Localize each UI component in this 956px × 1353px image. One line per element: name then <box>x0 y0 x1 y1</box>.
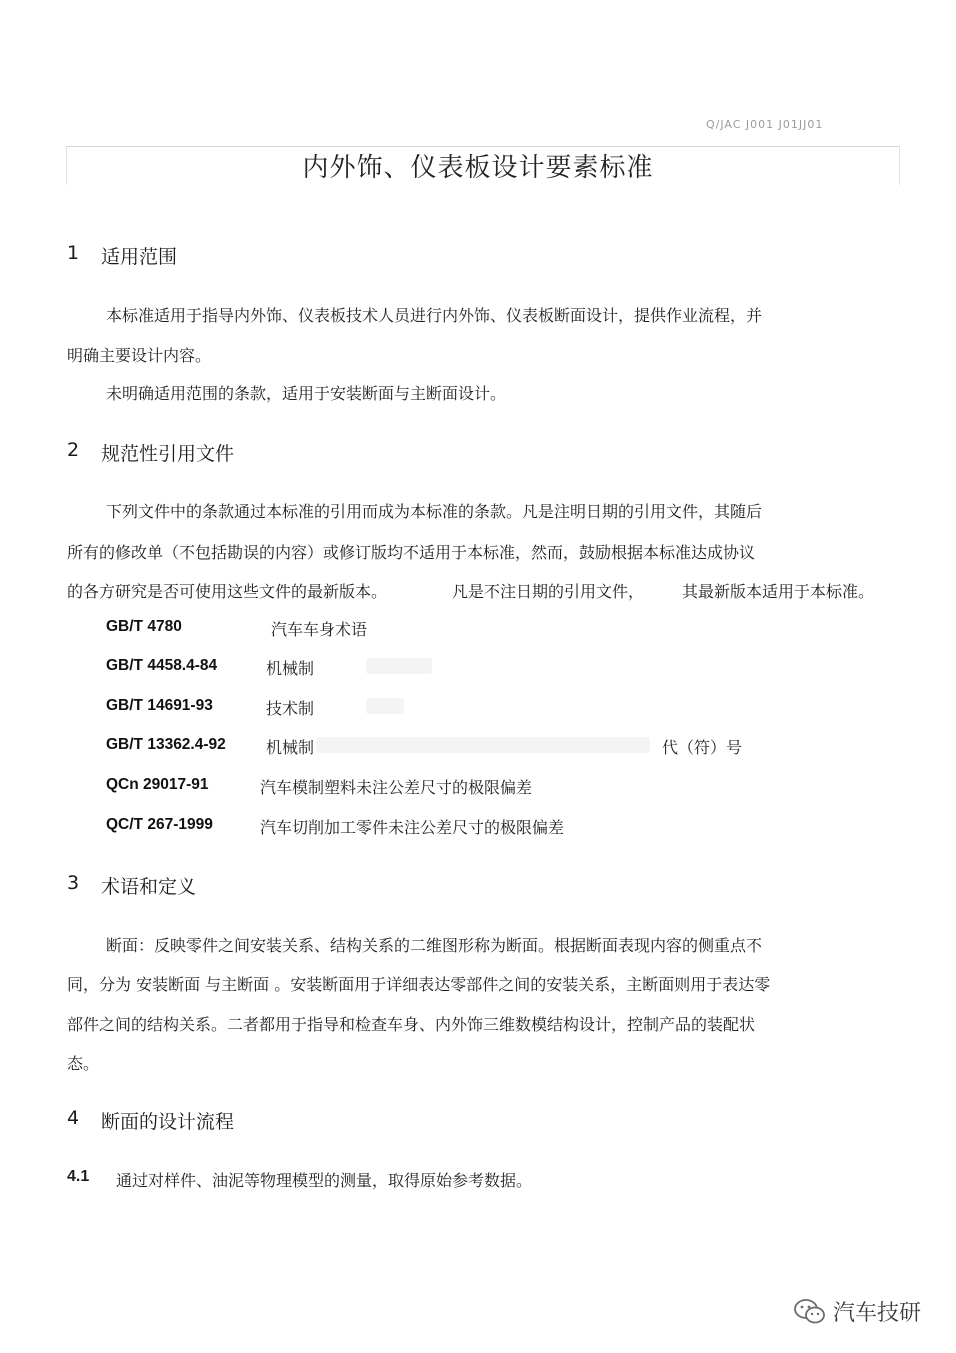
watermark-text: 汽车技研 <box>833 1301 922 1326</box>
ref-code: GB/T 4458.4-84 <box>106 657 218 674</box>
faded-text-smudge <box>366 658 432 674</box>
section-4-title: 断面的设计流程 <box>101 1111 235 1133</box>
section-2-line-3b: 凡是不注日期的引用文件， <box>452 582 645 601</box>
section-2-line-2: 所有的修改单（不包括勘误的内容）或修订版均不适用于本标准，然而，鼓励根据本标准达成协议 <box>67 543 756 562</box>
section-2-line-3: 的各方研究是否可使用这些文件的最新版本。 <box>67 582 388 601</box>
section-1-line-1: 本标准适用于指导内外饰、仪表板技术人员进行内外饰、仪表板断面设计，提供作业流程，并 <box>106 306 763 325</box>
ref-name: 汽车模制塑料未注公差尺寸的极限偏差 <box>260 778 533 797</box>
wechat-icon <box>793 1298 827 1330</box>
section-2-line-1: 下列文件中的条款通过本标准的引用而成为本标准的条款。凡是注明日期的引用文件，其随后 <box>106 502 763 521</box>
ref-name: 机械制 <box>266 659 315 678</box>
subsection-4-1-text: 通过对样件、油泥等物理模型的测量，取得原始参考数据。 <box>116 1171 533 1190</box>
ref-name: 汽车切削加工零件未注公差尺寸的极限偏差 <box>260 818 565 837</box>
ref-name: 汽车车身术语 <box>271 620 368 639</box>
document-code: Q/JAC J001 J01JJ01 <box>706 118 824 131</box>
section-3-title: 术语和定义 <box>101 876 197 898</box>
section-3-number: 3 <box>67 872 80 894</box>
ref-name-tail: 代（符）号 <box>662 738 743 757</box>
section-3-line-4: 态。 <box>67 1054 100 1073</box>
section-1-title: 适用范围 <box>101 246 178 268</box>
section-1-line-2: 明确主要设计内容。 <box>67 346 212 365</box>
section-3-line-3: 部件之间的结构关系。二者都用于指导和检查车身、内外饰三维数模结构设计，控制产品的装配状 <box>67 1015 756 1034</box>
ref-code: QC/T 267-1999 <box>106 816 213 833</box>
section-4-number: 4 <box>67 1107 80 1129</box>
section-2-title: 规范性引用文件 <box>101 443 235 465</box>
subsection-4-1-number: 4.1 <box>67 1168 90 1185</box>
section-3-line-2: 同，分为 安装断面 与主断面 。安装断面用于详细表达零部件之间的安装关系，主断面则用于表达零 <box>67 975 771 994</box>
faded-text-smudge <box>316 737 650 753</box>
ref-code: GB/T 14691-93 <box>106 697 213 714</box>
ref-name: 机械制 <box>266 738 315 757</box>
ref-code: GB/T 4780 <box>106 618 182 635</box>
faded-text-smudge <box>366 698 404 714</box>
ref-code: QCn 29017-91 <box>106 776 209 793</box>
ref-code: GB/T 13362.4-92 <box>106 736 226 753</box>
section-3-line-1: 断面：反映零件之间安装关系、结构关系的二维图形称为断面。根据断面表现内容的侧重点不 <box>106 936 763 955</box>
ref-name: 技术制 <box>266 699 315 718</box>
section-1-line-3: 未明确适用范围的条款，适用于安装断面与主断面设计。 <box>106 384 507 403</box>
section-2-line-3c: 其最新版本适用于本标准。 <box>682 582 875 601</box>
document-title: 内外饰、仪表板设计要素标准 <box>302 153 654 183</box>
section-2-number: 2 <box>67 439 80 461</box>
section-1-number: 1 <box>67 242 80 264</box>
